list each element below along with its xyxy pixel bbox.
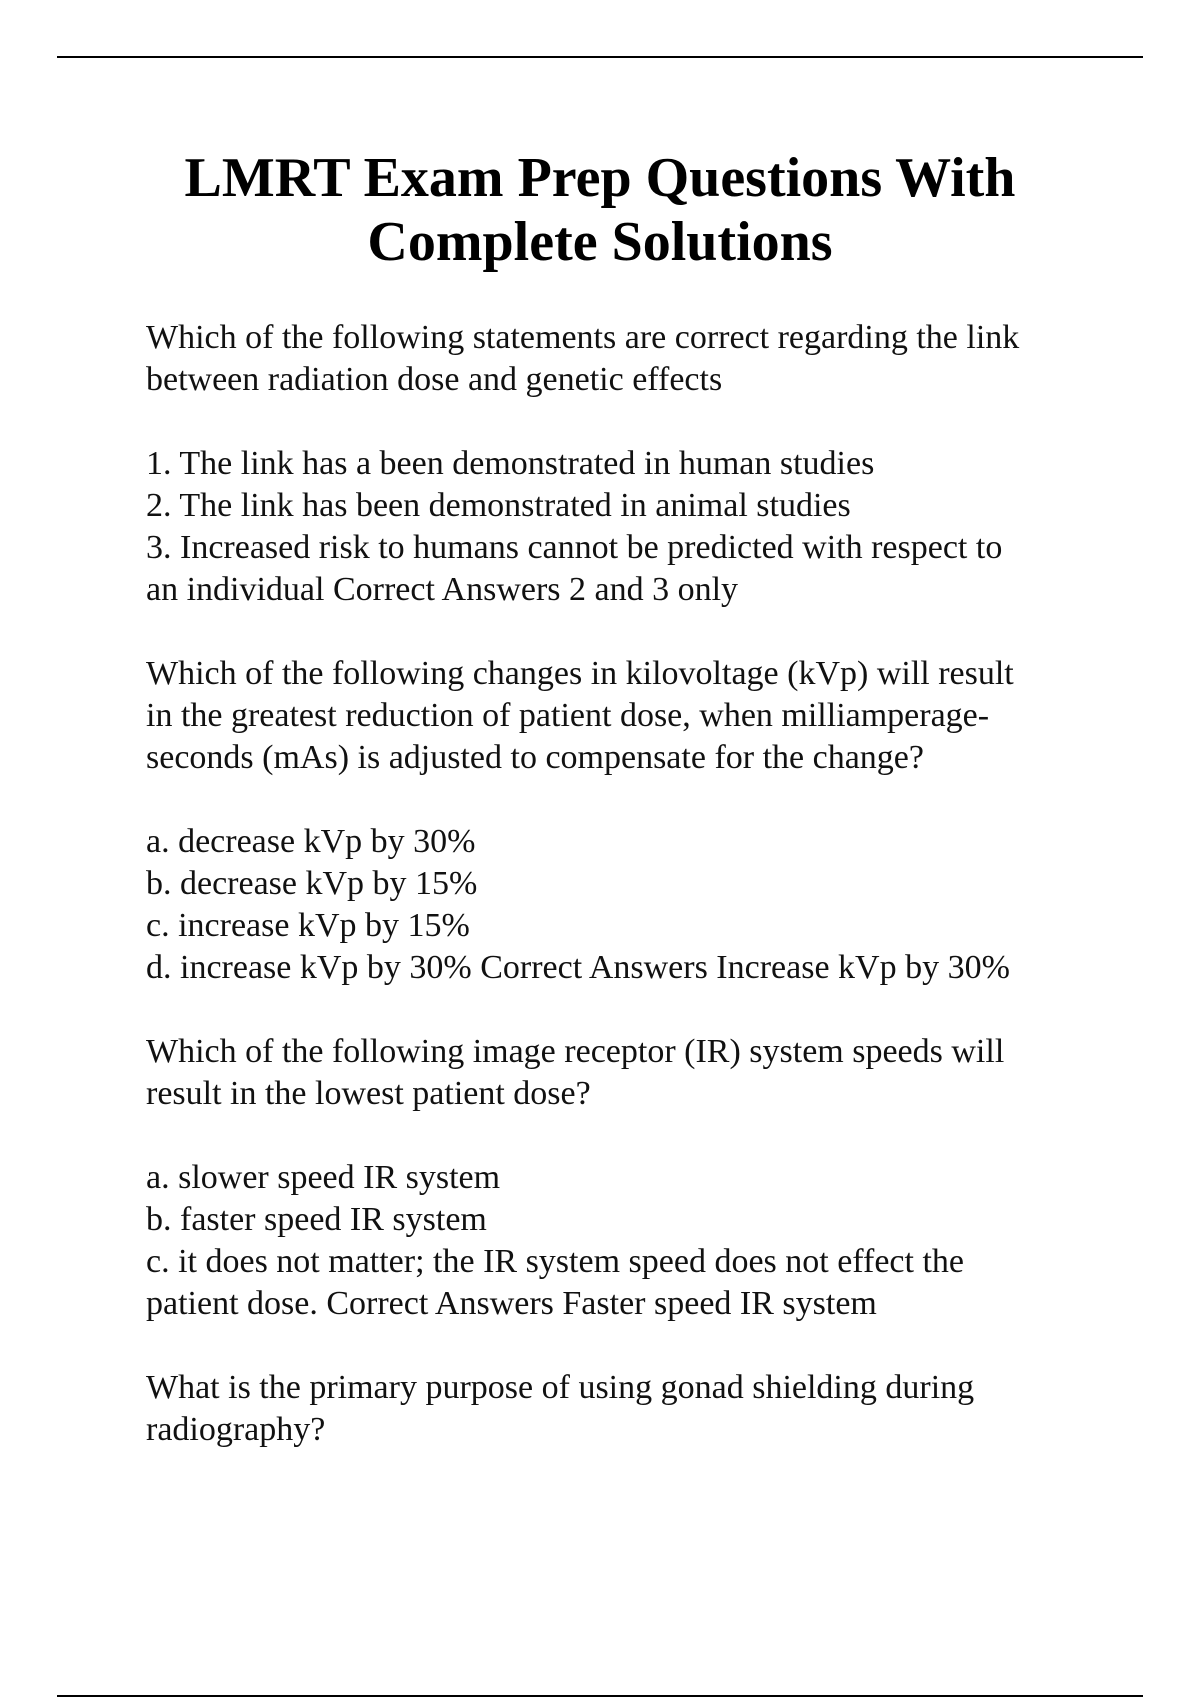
bottom-rule: [57, 1695, 1143, 1697]
question-3-prompt: [146, 1031, 1156, 1115]
prompt-line: What is the primary purpose of using gonad shielding during: [146, 1369, 975, 1406]
option-line: b. faster speed IR system: [146, 1201, 487, 1238]
option-line: a. slower speed IR system: [146, 1159, 501, 1196]
question-1-options: [146, 443, 1156, 611]
title-line: Complete Solutions: [367, 211, 833, 273]
prompt-line: Which of the following statements are correct regarding the link: [146, 319, 1020, 356]
question-2-prompt: [146, 653, 1156, 779]
option-line: c. it does not matter; the IR system speed does not effect the: [146, 1243, 964, 1280]
option-line: 3. Increased risk to humans cannot be predicted with respect to: [146, 529, 1003, 566]
option-line: patient dose. Correct Answers Faster speed IR system: [146, 1285, 877, 1322]
question-3-options: [146, 1157, 1156, 1325]
option-line: a. decrease kVp by 30%: [146, 823, 476, 860]
title-line: LMRT Exam Prep Questions With: [184, 147, 1016, 209]
top-rule: [57, 56, 1143, 58]
document-title: [0, 146, 1200, 274]
prompt-line: Which of the following image receptor (IR) system speeds will: [146, 1033, 1005, 1070]
option-line: an individual Correct Answers 2 and 3 only: [146, 571, 739, 608]
question-4: [146, 1367, 1156, 1451]
prompt-line: in the greatest reduction of patient dose, when milliamperage-: [146, 697, 990, 734]
prompt-line: result in the lowest patient dose?: [146, 1075, 591, 1112]
prompt-line: Which of the following changes in kilovoltage (kVp) will result: [146, 655, 1014, 692]
question-2-options: [146, 821, 1156, 989]
option-line: 2. The link has been demonstrated in animal studies: [146, 487, 851, 524]
prompt-line: between radiation dose and genetic effects: [146, 361, 723, 398]
prompt-line: seconds (mAs) is adjusted to compensate for the change?: [146, 739, 924, 776]
prompt-line: radiography?: [146, 1411, 326, 1448]
option-line: 1. The link has a been demonstrated in human studies: [146, 445, 875, 482]
question-3: [146, 1031, 1156, 1325]
option-line: d. increase kVp by 30% Correct Answers Increase kVp by 30%: [146, 949, 1010, 986]
document-body: [146, 317, 1156, 1451]
question-1: [146, 317, 1156, 611]
question-2: [146, 653, 1156, 989]
option-line: c. increase kVp by 15%: [146, 907, 470, 944]
question-4-prompt: [146, 1367, 1156, 1451]
option-line: b. decrease kVp by 15%: [146, 865, 478, 902]
question-1-prompt: [146, 317, 1156, 401]
